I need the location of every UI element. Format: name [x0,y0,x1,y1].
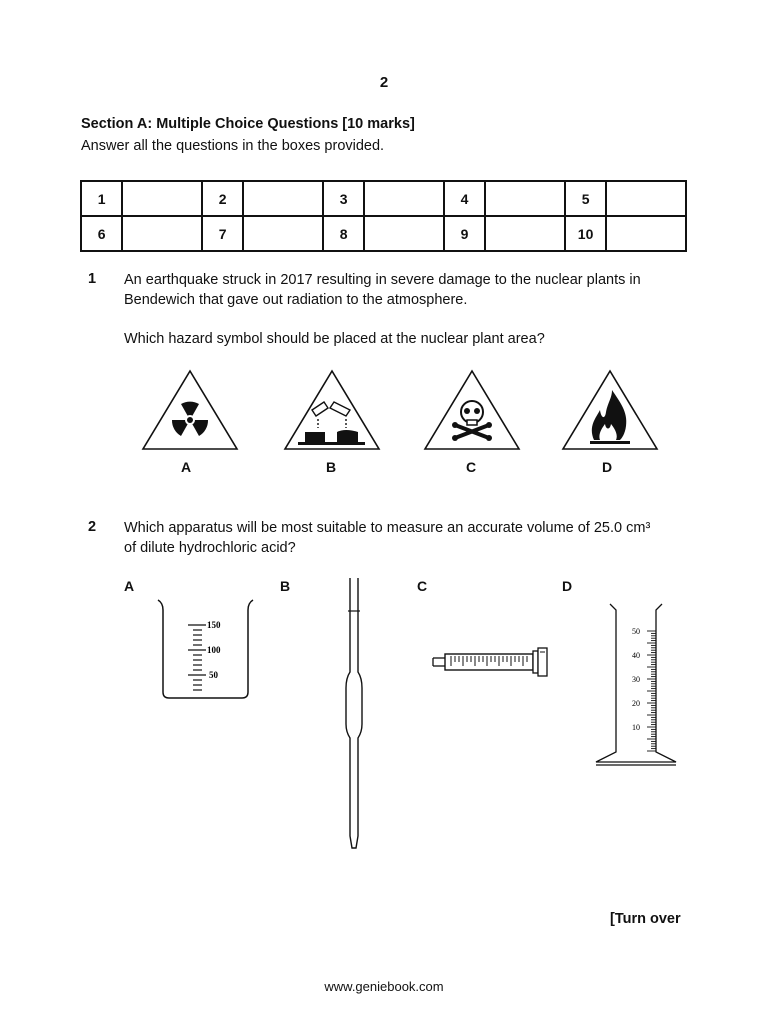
answer-number: 4 [444,181,485,216]
section-instruction: Answer all the questions in the boxes provided. [81,138,385,154]
beaker-label: 150 [207,620,221,630]
cylinder-label: 20 [632,699,640,708]
cylinder-label: 50 [632,627,640,636]
q1-option-a: A [181,459,192,475]
pipette-icon [346,578,362,848]
question-2-text-line-2: of dilute hydrochloric acid? [124,540,296,556]
answer-number: 7 [202,216,243,251]
answer-number: 5 [565,181,607,216]
q2-option-c: C [417,578,428,594]
q2-option-d: D [562,578,573,594]
cylinder-label: 10 [632,723,640,732]
q1-option-b: B [326,459,337,475]
question-1-text-line-2: Bendewich that gave out radiation to the atmosphere. [124,292,468,308]
answer-number: 8 [323,216,364,251]
beaker-label: 100 [207,645,221,655]
syringe-icon [433,648,547,676]
page-number: 2 [379,74,389,91]
q2-option-b: B [280,578,291,594]
question-1-prompt: Which hazard symbol should be placed at the nuclear plant area? [124,331,545,347]
cylinder-label: 40 [632,651,640,660]
question-1-number: 1 [88,271,97,287]
beaker-label: 50 [209,670,218,680]
cylinder-label: 30 [632,675,640,684]
q1-option-d: D [602,459,613,475]
measuring-cylinder-icon [596,604,676,765]
answer-number: 1 [81,181,122,216]
answer-number: 2 [202,181,243,216]
beaker-icon [158,600,253,698]
q1-option-c: C [466,459,477,475]
section-title: Section A: Multiple Choice Questions [10 marks] [81,116,415,132]
answer-number: 3 [323,181,364,216]
answer-number: 9 [444,216,485,251]
question-1-text-line-1: An earthquake struck in 2017 resulting in severe damage to the nuclear plants in [124,272,641,288]
question-2-number: 2 [88,519,97,535]
answer-number: 10 [565,216,607,251]
question-2-text-line-1: Which apparatus will be most suitable to measure an accurate volume of 25.0 cm³ [124,520,651,536]
website-footer: www.geniebook.com [324,979,444,994]
q2-option-a: A [124,578,135,594]
answer-number: 6 [81,216,122,251]
turn-over-note: [Turn over [610,911,681,927]
